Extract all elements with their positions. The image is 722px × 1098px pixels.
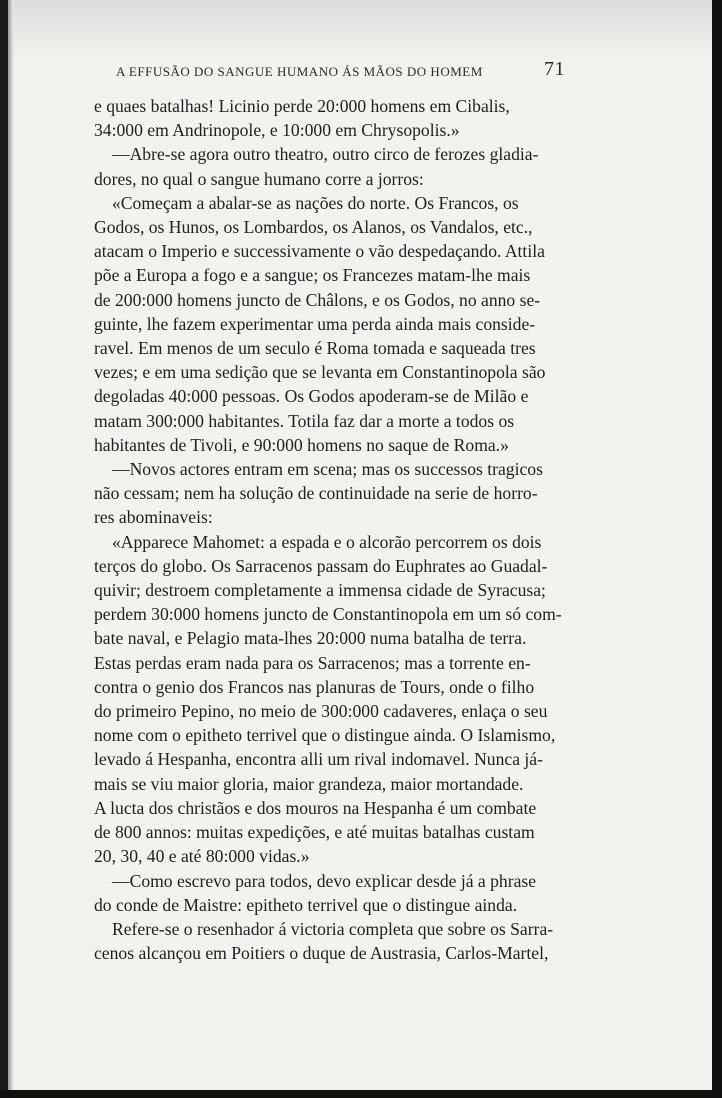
text-line: põe a Europa a fogo e a sangue; os Francezes matam-lhe mais bbox=[94, 265, 531, 286]
text-line: bate naval, e Pelagio mata-lhes 20:000 numa batalha de terra. bbox=[94, 628, 527, 649]
text-line: «Começam a abalar-se as nações do norte. Os Francos, os bbox=[112, 192, 519, 213]
text-line: do primeiro Pepino, no meio de 300:000 cadaveres, enlaça o seu bbox=[94, 701, 548, 722]
running-header bbox=[116, 58, 576, 80]
scan-border-bottom bbox=[0, 1090, 722, 1098]
text-line: e quaes batalhas! Licinio perde 20:000 homens em Cibalis, bbox=[94, 96, 510, 116]
text-line: quivir; destroem completamente a immensa cidade de Syracusa; bbox=[94, 580, 546, 601]
text-line: matam 300:000 habitantes. Totila faz dar a morte a todos os bbox=[94, 410, 515, 431]
text-line: contra o genio dos Francos nas planuras de Tours, onde o filho bbox=[94, 676, 535, 697]
text-line: perdem 30:000 homens juncto de Constantinopola em um só com- bbox=[94, 604, 562, 625]
text-line: do conde de Maistre: epitheto terrivel que o distingue ainda. bbox=[94, 894, 518, 915]
text-line: terços do globo. Os Sarracenos passam do Euphrates ao Guadal- bbox=[94, 555, 548, 576]
scan-border-right bbox=[712, 0, 722, 1098]
text-line: A lucta dos christãos e dos mouros na Hespanha é um combate bbox=[94, 797, 537, 818]
text-line: res abominaveis: bbox=[94, 507, 213, 528]
text-line: cenos alcançou em Poitiers o duque de Austrasia, Carlos-Martel, bbox=[94, 943, 549, 964]
text-line: habitantes de Tivoli, e 90:000 homens no saque de Roma.» bbox=[94, 434, 509, 455]
page-number: 71 bbox=[544, 58, 565, 80]
text-line: Godos, os Hunos, os Lombardos, os Alanos, os Vandalos, etc., bbox=[94, 217, 533, 238]
text-line: —Abre-se agora outro theatro, outro circo de ferozes gladia- bbox=[112, 144, 539, 165]
text-line: de 200:000 homens juncto de Châlons, e os Godos, no anno se- bbox=[94, 289, 541, 310]
text-line: 20, 30, 40 e até 80:000 vidas.» bbox=[94, 846, 310, 867]
text-line: não cessam; nem ha solução de continuidade na serie de horro- bbox=[94, 483, 538, 504]
text-line: Estas perdas eram nada para os Sarracenos; mas a torrente en- bbox=[94, 652, 531, 673]
running-title: A EFFUSÃO DO SANGUE HUMANO ÁS MÃOS DO HOMEM bbox=[116, 64, 483, 79]
text-line: atacam o Imperio e successivamente o vão despedaçando. Attila bbox=[94, 241, 545, 262]
text-line: —Novos actores entram em scena; mas os successos tragicos bbox=[112, 459, 543, 480]
book-page bbox=[8, 0, 712, 1090]
text-line: nome com o epitheto terrivel que o distingue ainda. O Islamismo, bbox=[94, 725, 556, 746]
text-line: guinte, lhe fazem experimentar uma perda ainda mais conside- bbox=[94, 313, 536, 334]
body-text bbox=[94, 94, 582, 965]
scan-shadow bbox=[8, 0, 712, 60]
text-line: —Como escrevo para todos, devo explicar desde já a phrase bbox=[112, 870, 537, 891]
text-line: 34:000 em Andrinopole, e 10:000 em Chrysopolis.» bbox=[94, 120, 460, 141]
text-line: ravel. Em menos de um seculo é Roma tomada e saqueada tres bbox=[94, 338, 536, 359]
text-line: Refere-se o resenhador á victoria completa que sobre os Sarra- bbox=[112, 918, 554, 939]
page-edge bbox=[8, 0, 14, 1090]
text-line: mais se viu maior gloria, maior grandeza, maior mortandade. bbox=[94, 773, 524, 794]
text-line: de 800 annos: muitas expedições, e até muitas batalhas custam bbox=[94, 822, 535, 843]
text-line: dores, no qual o sangue humano corre a jorros: bbox=[94, 168, 424, 189]
text-line: levado á Hespanha, encontra alli um rival indomavel. Nunca já- bbox=[94, 749, 543, 770]
text-line: vezes; e em uma sedição que se levanta em Constantinopola são bbox=[94, 362, 546, 383]
text-line: «Apparece Mahomet: a espada e o alcorão percorrem os dois bbox=[112, 531, 542, 552]
text-line: degoladas 40:000 pessoas. Os Godos apoderam-se de Milão e bbox=[94, 386, 529, 407]
